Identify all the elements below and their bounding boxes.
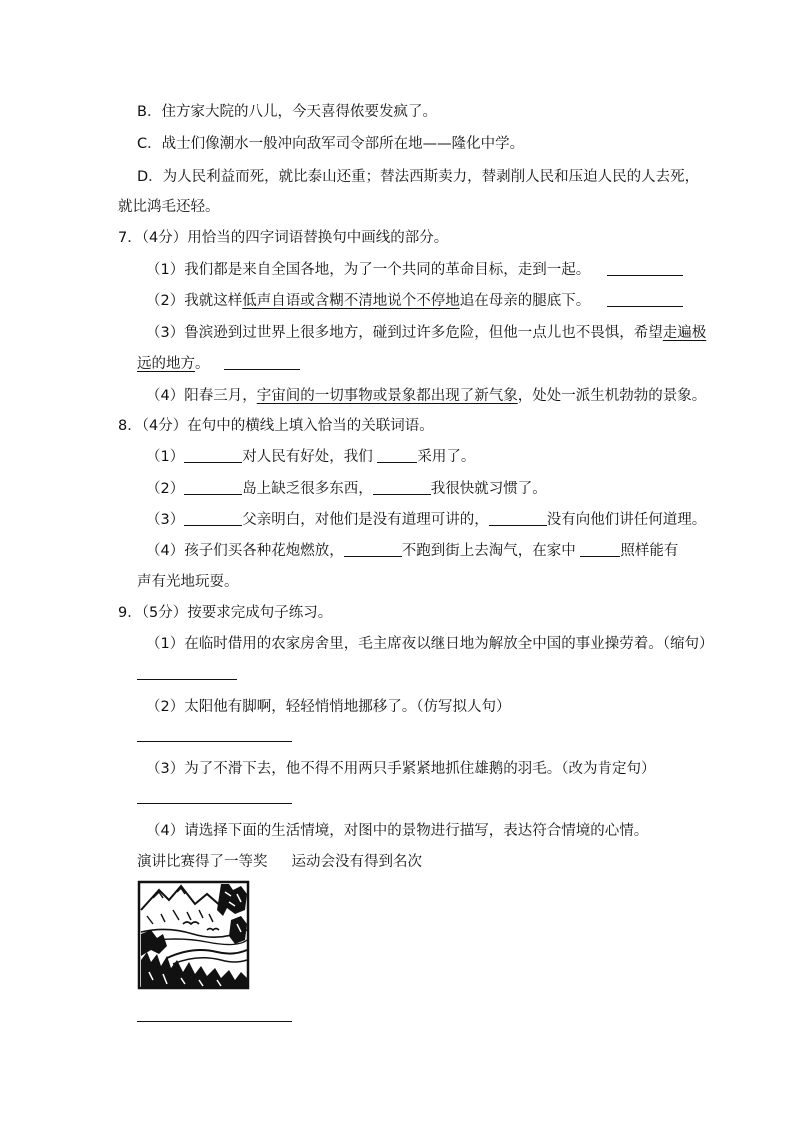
q7-item-2-text-pre: （2）我就这样 (146, 293, 243, 309)
q9-item-3: （3）为了不滑下去，他不得不用两只手紧紧地抓住雄鹅的羽毛。（改为肯定句） (146, 761, 656, 777)
q8-item-1-blank-1[interactable] (184, 448, 242, 463)
q8-item-3-blank-1[interactable] (184, 511, 242, 526)
q7-item-3-blank[interactable] (224, 355, 300, 370)
option-d-line2: 就比鸿毛还轻。 (118, 199, 220, 215)
q8-item-4-line1 (146, 541, 678, 561)
q9-item-1: （1）在临时借用的农家房舍里，毛主席夜以继日地为解放全中国的事业操劳着。（缩句） (146, 636, 714, 652)
q9-item-1-answer-line[interactable] (137, 679, 237, 680)
q7-item-3-text-pre: （3）鲁滨逊到过世界上很多地方，碰到过许多危险，但他一点儿也不畏惧，希望 (146, 325, 663, 341)
q8-item-2-text-1: 岛上缺乏很多东西， (242, 481, 373, 497)
q8-item-3-blank-2[interactable] (489, 511, 547, 526)
option-c: C．战士们像潮水一般冲向敌军司令部所在地——隆化中学。 (137, 136, 525, 152)
q8-item-1-blank-2[interactable] (377, 448, 417, 463)
option-d-line1: D．为人民利益而死，就比泰山还重；替法西斯卖力，替剥削人民和压迫人民的人去死， (137, 169, 700, 185)
q8-item-4-text-3: 照样能有 (620, 543, 679, 559)
q8-item-3 (146, 510, 706, 530)
q9-item-2: （2）太阳他有脚啊，轻轻悄悄地挪移了。（仿写拟人句） (146, 699, 511, 715)
q9-scenes (137, 852, 422, 872)
q8-item-1 (146, 447, 475, 467)
q8-header: 8．（4分）在句中的横线上填入恰当的关联词语。 (118, 418, 434, 434)
q7-item-2-blank[interactable] (607, 292, 683, 307)
q8-item-1-text-1: 对人民有好处，我们 (242, 449, 373, 465)
q8-item-2-blank-2[interactable] (373, 480, 431, 495)
q7-item-4 (146, 386, 706, 406)
q8-item-4-blank-1[interactable] (344, 542, 402, 557)
q9-item-4: （4）请选择下面的生活情境，对图中的景物进行描写，表达符合情境的心情。 (146, 823, 649, 839)
q9-header: 9．（5分）按要求完成句子练习。 (118, 605, 333, 621)
q7-item-4-text-post: ，处处一派生机勃勃的景象。 (517, 388, 707, 404)
q9-item-2-answer-line[interactable] (137, 741, 292, 742)
q9-item-4-answer-line[interactable] (137, 1021, 292, 1022)
q7-item-2-text-post: 追在母亲的腿底下。 (459, 293, 591, 309)
q8-item-4-line2: 声有光地玩耍。 (137, 574, 239, 590)
q7-item-3-line1 (146, 323, 706, 343)
q7-item-3-line2 (137, 354, 300, 374)
q8-item-2-blank-1[interactable] (184, 480, 242, 495)
q8-item-1-num: （1） (146, 449, 185, 465)
scene-option-1: 演讲比赛得了一等奖 (137, 854, 268, 870)
q7-item-1-blank[interactable] (607, 261, 683, 276)
q7-item-3-text-post: 。 (195, 356, 210, 372)
q8-item-4-text-2: 不跑到街上去淘气，在家中 (401, 543, 576, 559)
q8-item-2-num: （2） (146, 481, 185, 497)
q8-item-3-text-2: 没有向他们讲任何道理。 (546, 512, 707, 528)
q7-item-3-underlined-a: 走遍极 (662, 325, 707, 341)
q7-item-2-underlined: 低声自语或含糊不清地说个不停地 (242, 293, 460, 309)
q8-item-4-blank-2[interactable] (580, 542, 620, 557)
landscape-illustration (137, 880, 250, 990)
q8-item-3-text-1: 父亲明白，对他们是没有道理可讲的， (242, 512, 489, 528)
q8-item-2 (146, 479, 547, 499)
q8-item-1-text-2: 采用了。 (417, 449, 476, 465)
q9-item-3-answer-line[interactable] (137, 803, 292, 804)
q8-item-3-num: （3） (146, 512, 185, 528)
option-b: B．住方家大院的八儿，今天喜得侬要发疯了。 (137, 104, 437, 120)
q7-item-3-underlined-b: 远的地方 (137, 356, 195, 372)
q7-header: 7．（4分）用恰当的四字词语替换句中画线的部分。 (118, 230, 449, 246)
q7-item-4-text-pre: （4）阳春三月， (146, 388, 257, 404)
q7-item-4-underlined: 宇宙间的一切事物或景象都出现了新气象 (256, 388, 518, 404)
q8-item-4-text-1: （4）孩子们买各种花炮燃放， (146, 543, 344, 559)
q7-item-1-text: （1）我们都是来自全国各地，为了一个共同的革命目标，走到一起。 (146, 262, 591, 278)
q8-item-2-text-2: 我很快就习惯了。 (430, 481, 547, 497)
q7-item-2 (146, 291, 683, 311)
q7-item-1 (146, 260, 683, 280)
scene-option-2: 运动会没有得到名次 (291, 854, 422, 870)
